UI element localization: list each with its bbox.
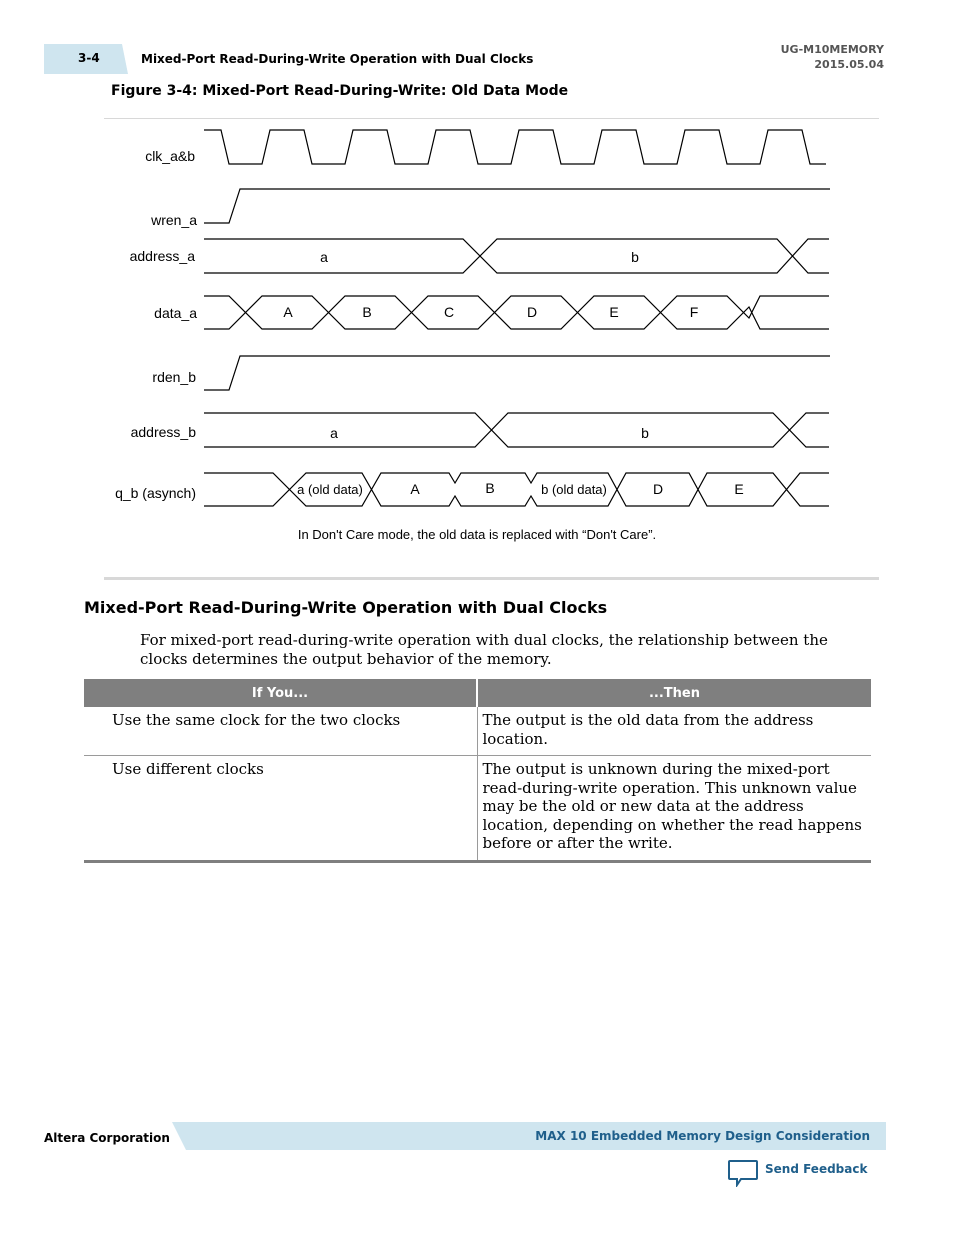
signal-label-clk: clk_a&b — [145, 148, 195, 164]
doc-date: 2015.05.04 — [814, 58, 884, 71]
wren-waveform — [204, 189, 830, 223]
data-a-value: D — [526, 304, 538, 320]
address-a-value: a — [320, 249, 328, 265]
table-row — [84, 707, 871, 756]
clk-waveform — [204, 130, 826, 164]
send-feedback-link[interactable]: Send Feedback — [765, 1162, 868, 1176]
figure-bottom-rule — [104, 577, 879, 580]
rden-waveform — [204, 356, 830, 390]
table-row — [84, 756, 871, 862]
page-number: 3-4 — [78, 51, 100, 65]
footer-company: Altera Corporation — [44, 1131, 170, 1145]
q-b-value: E — [734, 481, 744, 497]
signal-label-address-a: address_a — [129, 248, 195, 264]
q-b-value: b (old data) — [541, 482, 607, 497]
doc-id: UG-M10MEMORY — [780, 43, 884, 56]
signal-label-wren-a: wren_a — [151, 212, 197, 228]
address-b-bus — [204, 413, 829, 447]
figure-title: Figure 3-4: Mixed-Port Read-During-Write: Old Data Mode — [111, 83, 569, 99]
behavior-table — [84, 679, 871, 863]
figure-note: In Don't Care mode, the old data is replaced with “Don't Care”. — [297, 527, 657, 542]
q-b-value: a (old data) — [297, 482, 363, 497]
header-section-title: Mixed-Port Read-During-Write Operation with Dual Clocks — [141, 52, 534, 66]
address-b-value: b — [641, 425, 649, 441]
address-b-value: a — [330, 425, 338, 441]
table-header-cell: If You... — [84, 679, 477, 707]
signal-label-address-b: address_b — [130, 424, 196, 440]
table-header-row — [84, 679, 871, 707]
table-cell: Use different clocks — [84, 756, 477, 862]
q-b-value: D — [652, 481, 664, 497]
feedback-icon[interactable] — [727, 1159, 759, 1187]
data-a-value: B — [362, 304, 372, 320]
q-b-value: B — [485, 480, 495, 496]
q-b-value: A — [410, 481, 420, 497]
table-cell: The output is the old data from the address location. — [477, 707, 871, 756]
data-a-value: E — [609, 304, 619, 320]
data-a-value: A — [283, 304, 293, 320]
footer-doc-title: MAX 10 Embedded Memory Design Consideration — [535, 1129, 870, 1143]
signal-label-data-a: data_a — [154, 305, 197, 321]
address-a-bus — [204, 239, 829, 273]
address-a-value: b — [631, 249, 639, 265]
table-cell: The output is unknown during the mixed-port read-during-write operation. This unknown value may be the old or new data at the address location, depending on whether the read happens before or after the write. — [477, 756, 871, 862]
table-header-cell: ...Then — [477, 679, 871, 707]
signal-label-rden-b: rden_b — [152, 369, 196, 385]
intro-paragraph: For mixed-port read-during-write operation with dual clocks, the relationship between the clocks determines the output behavior of the memory. — [140, 631, 828, 668]
data-a-bus — [204, 296, 829, 329]
section-title: Mixed-Port Read-During-Write Operation with Dual Clocks — [84, 598, 608, 617]
signal-label-q-b: q_b (asynch) — [115, 485, 196, 501]
timing-diagram — [0, 0, 954, 600]
table-cell: Use the same clock for the two clocks — [84, 707, 477, 756]
data-a-value: C — [443, 304, 455, 320]
data-a-value: F — [689, 304, 699, 320]
